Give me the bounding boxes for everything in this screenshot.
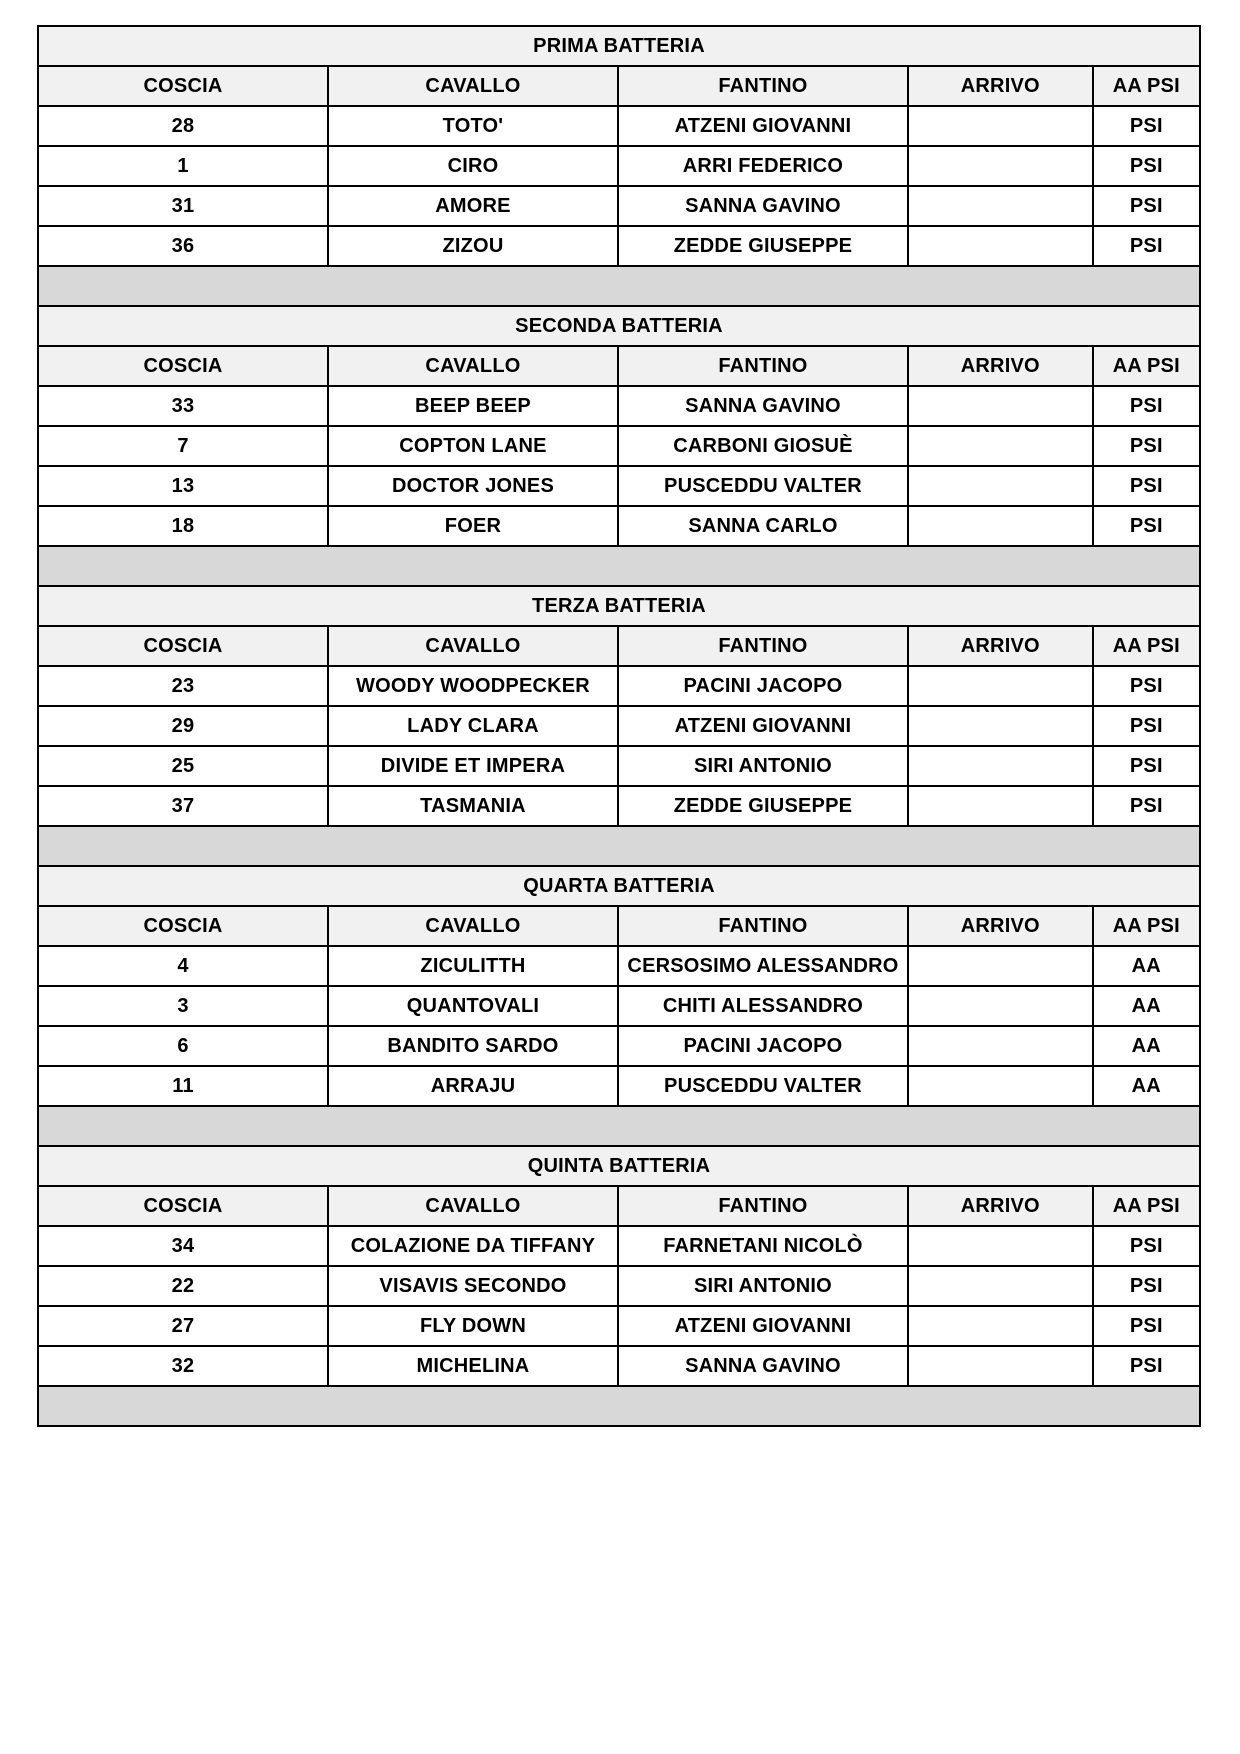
cell-arrivo: [908, 786, 1093, 826]
cell-coscia: 23: [38, 666, 328, 706]
cell-fantino: SANNA GAVINO: [618, 1346, 908, 1386]
cell-fantino: CHITI ALESSANDRO: [618, 986, 908, 1026]
cell-fantino: CERSOSIMO ALESSANDRO: [618, 946, 908, 986]
cell-fantino: ZEDDE GIUSEPPE: [618, 786, 908, 826]
table-row: [38, 706, 1200, 746]
table-row: [38, 1346, 1200, 1386]
column-header-coscia: COSCIA: [38, 66, 328, 106]
column-header-fantino: FANTINO: [618, 1186, 908, 1226]
cell-cavallo: DIVIDE ET IMPERA: [328, 746, 618, 786]
cell-arrivo: [908, 706, 1093, 746]
column-header-cavallo: CAVALLO: [328, 346, 618, 386]
cell-arrivo: [908, 146, 1093, 186]
column-header-arrivo: ARRIVO: [908, 346, 1093, 386]
cell-aa-psi: PSI: [1093, 1306, 1200, 1346]
column-header-row: [38, 626, 1200, 666]
column-header-coscia: COSCIA: [38, 906, 328, 946]
cell-cavallo: AMORE: [328, 186, 618, 226]
cell-fantino: CARBONI GIOSUÈ: [618, 426, 908, 466]
column-header-aa-psi: AA PSI: [1093, 66, 1200, 106]
column-header-aa-psi: AA PSI: [1093, 346, 1200, 386]
cell-fantino: SANNA GAVINO: [618, 386, 908, 426]
cell-aa-psi: PSI: [1093, 746, 1200, 786]
cell-cavallo: MICHELINA: [328, 1346, 618, 1386]
cell-aa-psi: PSI: [1093, 1266, 1200, 1306]
heat-title-row: [38, 586, 1200, 626]
separator-row: [38, 1106, 1200, 1146]
heat-title: TERZA BATTERIA: [38, 586, 1200, 626]
table-row: [38, 106, 1200, 146]
cell-aa-psi: AA: [1093, 986, 1200, 1026]
heat-title-row: [38, 306, 1200, 346]
cell-coscia: 1: [38, 146, 328, 186]
column-header-row: [38, 906, 1200, 946]
cell-aa-psi: PSI: [1093, 1346, 1200, 1386]
cell-aa-psi: PSI: [1093, 706, 1200, 746]
separator-cell: [38, 546, 1200, 586]
column-header-fantino: FANTINO: [618, 66, 908, 106]
cell-cavallo: ZICULITTH: [328, 946, 618, 986]
column-header-arrivo: ARRIVO: [908, 1186, 1093, 1226]
cell-fantino: SANNA GAVINO: [618, 186, 908, 226]
cell-coscia: 36: [38, 226, 328, 266]
cell-fantino: SANNA CARLO: [618, 506, 908, 546]
column-header-coscia: COSCIA: [38, 626, 328, 666]
cell-cavallo: ZIZOU: [328, 226, 618, 266]
cell-aa-psi: PSI: [1093, 106, 1200, 146]
cell-aa-psi: PSI: [1093, 386, 1200, 426]
column-header-cavallo: CAVALLO: [328, 66, 618, 106]
cell-aa-psi: PSI: [1093, 146, 1200, 186]
cell-fantino: ATZENI GIOVANNI: [618, 106, 908, 146]
cell-coscia: 6: [38, 1026, 328, 1066]
separator-cell: [38, 826, 1200, 866]
cell-coscia: 22: [38, 1266, 328, 1306]
cell-cavallo: BANDITO SARDO: [328, 1026, 618, 1066]
table-row: [38, 386, 1200, 426]
cell-aa-psi: PSI: [1093, 186, 1200, 226]
heat-title-row: [38, 866, 1200, 906]
cell-cavallo: DOCTOR JONES: [328, 466, 618, 506]
separator-row: [38, 826, 1200, 866]
cell-arrivo: [908, 1306, 1093, 1346]
heat-title-row: [38, 1146, 1200, 1186]
column-header-row: [38, 1186, 1200, 1226]
cell-coscia: 28: [38, 106, 328, 146]
cell-fantino: ZEDDE GIUSEPPE: [618, 226, 908, 266]
column-header-row: [38, 66, 1200, 106]
cell-arrivo: [908, 986, 1093, 1026]
cell-fantino: PACINI JACOPO: [618, 666, 908, 706]
cell-coscia: 37: [38, 786, 328, 826]
cell-arrivo: [908, 1226, 1093, 1266]
cell-coscia: 31: [38, 186, 328, 226]
cell-arrivo: [908, 1026, 1093, 1066]
column-header-aa-psi: AA PSI: [1093, 1186, 1200, 1226]
cell-fantino: PACINI JACOPO: [618, 1026, 908, 1066]
cell-coscia: 25: [38, 746, 328, 786]
cell-fantino: PUSCEDDU VALTER: [618, 1066, 908, 1106]
table-row: [38, 1266, 1200, 1306]
cell-coscia: 3: [38, 986, 328, 1026]
column-header-cavallo: CAVALLO: [328, 1186, 618, 1226]
column-header-fantino: FANTINO: [618, 626, 908, 666]
cell-arrivo: [908, 746, 1093, 786]
table-row: [38, 226, 1200, 266]
cell-aa-psi: PSI: [1093, 466, 1200, 506]
column-header-coscia: COSCIA: [38, 346, 328, 386]
cell-cavallo: TASMANIA: [328, 786, 618, 826]
heat-title: SECONDA BATTERIA: [38, 306, 1200, 346]
column-header-cavallo: CAVALLO: [328, 906, 618, 946]
cell-cavallo: QUANTOVALI: [328, 986, 618, 1026]
cell-aa-psi: PSI: [1093, 506, 1200, 546]
column-header-fantino: FANTINO: [618, 906, 908, 946]
cell-arrivo: [908, 426, 1093, 466]
heat-title: QUINTA BATTERIA: [38, 1146, 1200, 1186]
cell-arrivo: [908, 226, 1093, 266]
cell-cavallo: TOTO': [328, 106, 618, 146]
table-row: [38, 1226, 1200, 1266]
separator-cell: [38, 1106, 1200, 1146]
cell-coscia: 11: [38, 1066, 328, 1106]
heat-title: QUARTA BATTERIA: [38, 866, 1200, 906]
cell-fantino: ARRI FEDERICO: [618, 146, 908, 186]
column-header-aa-psi: AA PSI: [1093, 906, 1200, 946]
column-header-arrivo: ARRIVO: [908, 66, 1093, 106]
cell-coscia: 13: [38, 466, 328, 506]
cell-arrivo: [908, 1066, 1093, 1106]
table-row: [38, 146, 1200, 186]
cell-cavallo: FLY DOWN: [328, 1306, 618, 1346]
heats-table: [37, 25, 1201, 1427]
cell-aa-psi: AA: [1093, 946, 1200, 986]
cell-cavallo: COPTON LANE: [328, 426, 618, 466]
separator-cell: [38, 266, 1200, 306]
cell-coscia: 32: [38, 1346, 328, 1386]
separator-row: [38, 1386, 1200, 1426]
cell-fantino: ATZENI GIOVANNI: [618, 706, 908, 746]
cell-aa-psi: PSI: [1093, 1226, 1200, 1266]
cell-arrivo: [908, 1346, 1093, 1386]
cell-arrivo: [908, 386, 1093, 426]
cell-aa-psi: PSI: [1093, 226, 1200, 266]
column-header-arrivo: ARRIVO: [908, 626, 1093, 666]
cell-aa-psi: AA: [1093, 1026, 1200, 1066]
cell-arrivo: [908, 466, 1093, 506]
cell-fantino: FARNETANI NICOLÒ: [618, 1226, 908, 1266]
table-row: [38, 1066, 1200, 1106]
table-row: [38, 666, 1200, 706]
cell-cavallo: LADY CLARA: [328, 706, 618, 746]
table-row: [38, 746, 1200, 786]
cell-cavallo: BEEP BEEP: [328, 386, 618, 426]
cell-coscia: 18: [38, 506, 328, 546]
cell-cavallo: COLAZIONE DA TIFFANY: [328, 1226, 618, 1266]
cell-arrivo: [908, 186, 1093, 226]
table-row: [38, 506, 1200, 546]
cell-fantino: SIRI ANTONIO: [618, 746, 908, 786]
column-header-fantino: FANTINO: [618, 346, 908, 386]
cell-coscia: 33: [38, 386, 328, 426]
cell-fantino: SIRI ANTONIO: [618, 1266, 908, 1306]
table-row: [38, 426, 1200, 466]
column-header-coscia: COSCIA: [38, 1186, 328, 1226]
cell-aa-psi: PSI: [1093, 786, 1200, 826]
table-row: [38, 986, 1200, 1026]
cell-arrivo: [908, 1266, 1093, 1306]
cell-fantino: PUSCEDDU VALTER: [618, 466, 908, 506]
table-row: [38, 186, 1200, 226]
cell-fantino: ATZENI GIOVANNI: [618, 1306, 908, 1346]
cell-arrivo: [908, 666, 1093, 706]
cell-arrivo: [908, 946, 1093, 986]
column-header-arrivo: ARRIVO: [908, 906, 1093, 946]
cell-arrivo: [908, 106, 1093, 146]
separator-row: [38, 546, 1200, 586]
cell-arrivo: [908, 506, 1093, 546]
cell-aa-psi: PSI: [1093, 426, 1200, 466]
separator-row: [38, 266, 1200, 306]
cell-cavallo: ARRAJU: [328, 1066, 618, 1106]
cell-cavallo: FOER: [328, 506, 618, 546]
separator-cell: [38, 1386, 1200, 1426]
cell-cavallo: WOODY WOODPECKER: [328, 666, 618, 706]
cell-cavallo: VISAVIS SECONDO: [328, 1266, 618, 1306]
table-row: [38, 786, 1200, 826]
column-header-row: [38, 346, 1200, 386]
table-row: [38, 1306, 1200, 1346]
table-row: [38, 466, 1200, 506]
cell-coscia: 7: [38, 426, 328, 466]
cell-coscia: 4: [38, 946, 328, 986]
table-row: [38, 946, 1200, 986]
cell-cavallo: CIRO: [328, 146, 618, 186]
cell-coscia: 27: [38, 1306, 328, 1346]
cell-coscia: 34: [38, 1226, 328, 1266]
heat-title: PRIMA BATTERIA: [38, 26, 1200, 66]
cell-aa-psi: AA: [1093, 1066, 1200, 1106]
heat-title-row: [38, 26, 1200, 66]
table-row: [38, 1026, 1200, 1066]
column-header-aa-psi: AA PSI: [1093, 626, 1200, 666]
column-header-cavallo: CAVALLO: [328, 626, 618, 666]
cell-coscia: 29: [38, 706, 328, 746]
cell-aa-psi: PSI: [1093, 666, 1200, 706]
